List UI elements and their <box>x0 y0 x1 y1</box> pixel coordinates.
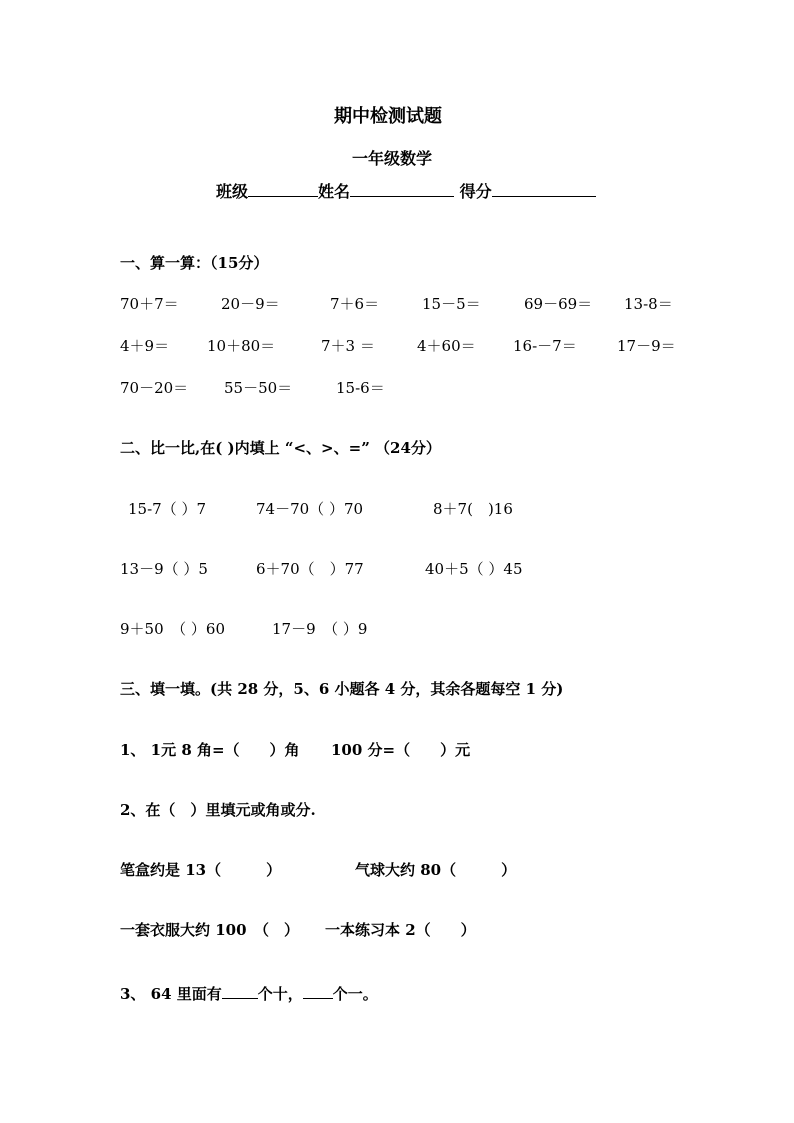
compare-item: 9＋50 （ ）60 <box>120 620 225 638</box>
page-title: 期中检测试题 <box>334 106 442 127</box>
class-label: 班级 <box>216 182 249 201</box>
fill-q2-item: 气球大约 80（ ） <box>355 861 517 879</box>
class-blank[interactable] <box>248 181 318 197</box>
compare-item: 40＋5（ ）45 <box>425 560 523 578</box>
compare-item: 17－9 （ ）9 <box>272 620 368 638</box>
compare-item: 74－70（ ）70 <box>256 500 364 518</box>
arith-item: 10＋80＝ <box>207 337 276 355</box>
fill-q1-part1: 1、 1元 8 角=（ ）角 <box>120 741 300 759</box>
name-label: 姓名 <box>318 182 351 201</box>
arith-item: 4＋9＝ <box>120 337 170 355</box>
arith-item: 17－9＝ <box>617 337 676 355</box>
score-blank[interactable] <box>492 181 596 197</box>
arith-item: 4＋60＝ <box>417 337 476 355</box>
fill-q2-item: 一本练习本 2（ ） <box>325 921 476 939</box>
arith-item: 7＋6＝ <box>330 295 380 313</box>
section3-heading: 三、填一填。(共 28 分，5、6 小题各 4 分，其余各题每空 1 分) <box>120 680 564 698</box>
score-label: 得分 <box>459 182 492 201</box>
fill-q3-suffix: 个一。 <box>332 985 378 1003</box>
fill-q3-middle: 个十， <box>257 985 303 1003</box>
student-info-line <box>216 181 596 202</box>
name-blank[interactable] <box>350 181 454 197</box>
arith-item: 69－69＝ <box>524 295 593 313</box>
fill-q3-prefix: 3、 64 里面有 <box>120 985 222 1003</box>
fill-q1-part2: 100 分=（ ）元 <box>331 741 471 759</box>
fill-q2-prompt: 2、在（ ）里填元或角或分. <box>120 801 316 819</box>
section2-heading: 二、比一比,在( )内填上 “<、>、=” （24分） <box>120 439 441 457</box>
compare-item: 6＋70（ ）77 <box>256 560 364 578</box>
fill-q3 <box>120 983 378 1004</box>
arith-item: 16-－7＝ <box>513 337 577 355</box>
fill-q2-item: 笔盒约是 13（ ） <box>120 861 282 879</box>
arith-item: 15-6＝ <box>336 379 385 397</box>
arith-item: 13-8＝ <box>624 295 673 313</box>
arith-item: 15－5＝ <box>422 295 481 313</box>
arith-item: 55－50＝ <box>224 379 293 397</box>
compare-item: 8＋7( )16 <box>433 500 513 518</box>
compare-item: 13－9（ ）5 <box>120 560 208 578</box>
arith-item: 7＋3 ＝ <box>321 337 375 355</box>
compare-item: 15-7（ ）7 <box>128 500 207 518</box>
tens-blank[interactable] <box>222 983 258 999</box>
arith-item: 20－9＝ <box>221 295 280 313</box>
ones-blank[interactable] <box>303 983 333 999</box>
section1-heading: 一、算一算：（15分） <box>120 254 269 272</box>
fill-q2-item: 一套衣服大约 100 （ ） <box>120 921 300 939</box>
page-subtitle: 一年级数学 <box>352 149 433 168</box>
arith-item: 70－20＝ <box>120 379 189 397</box>
arith-item: 70＋7＝ <box>120 295 179 313</box>
